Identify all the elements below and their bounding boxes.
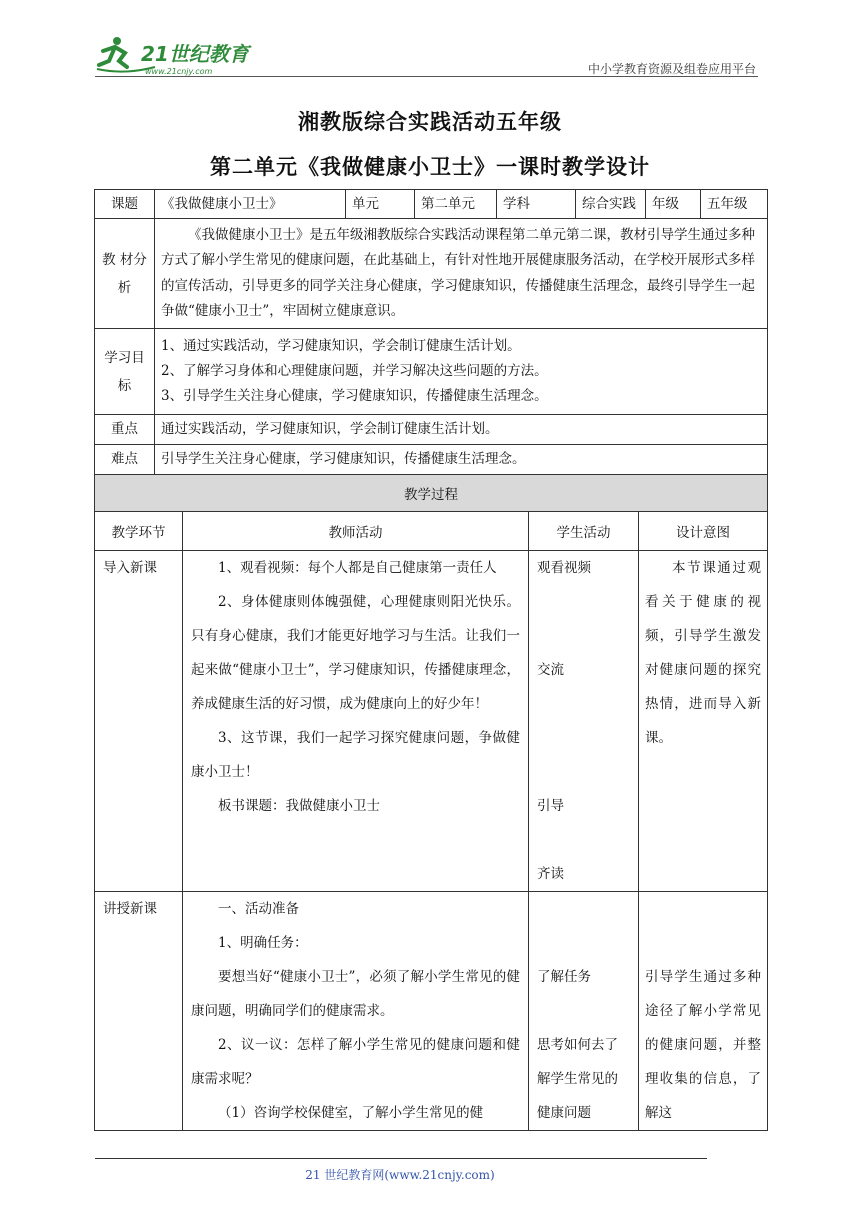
goals-list (155, 329, 768, 415)
footer-text: 21 世纪教育网(www.21cnjy.com) (305, 1168, 495, 1182)
student-step: 观看视频 (537, 560, 591, 576)
analysis-label: 教 材分析 (95, 219, 155, 329)
unit-label: 单元 (346, 190, 415, 219)
teacher-step: 1、观看视频：每个人都是自己健康第一责任人 (218, 560, 497, 576)
teacher-step: 2、身体健康则体魄强健，心理健康则阳光快乐。只有身心健康，我们才能更好地学习与生活。让我们一起来做“健康小卫士”，学习健康知识，传播健康理念，养成健康生活的好习惯，成为健康向上的好少年！ (191, 594, 520, 712)
difficulty-label: 难点 (95, 445, 155, 475)
goal-item: 3、引导学生关注身心健康，学习健康知识，传播健康生活理念。 (161, 388, 548, 404)
student-step: 思考如何去了解学生常见的健康问题 (537, 1037, 618, 1121)
teacher-step: 要想当好“健康小卫士”，必须了解小学生常见的健康问题，明确同学们的健康需求。 (191, 969, 520, 1019)
design-text: 引导学生通过多种途径了解小学常见的健康问题，并整理收集的信息，了解这 (645, 969, 761, 1121)
footer-divider (95, 1158, 707, 1159)
design-text: 本节课通过观看关于健康的视频，引导学生激发对健康问题的探究热情，进而导入新课。 (645, 560, 761, 746)
student-step: 了解任务 (537, 969, 591, 985)
doc-title-line2: 第二单元《我做健康小卫士》一课时教学设计 (210, 155, 650, 179)
teacher-step: 2、议一议：怎样了解小学生常见的健康问题和健康需求呢？ (191, 1037, 520, 1087)
design-intent-new (639, 892, 768, 1131)
process-banner: 教学过程 (95, 475, 768, 512)
subject-value: 综合实践 (576, 190, 646, 219)
student-activity-new (529, 892, 639, 1131)
student-step: 引导 (537, 798, 564, 814)
teacher-activity-new (183, 892, 529, 1131)
platform-name: 中小学教育资源及组卷应用平台 (587, 62, 756, 76)
student-step: 齐读 (537, 866, 564, 882)
stage-intro: 导入新课 (95, 551, 183, 892)
difficulty-text: 引导学生关注身心健康，学习健康知识，传播健康生活理念。 (155, 445, 768, 475)
logo-url: www.21cnjy.com (145, 67, 213, 76)
teacher-step: 一、活动准备 (218, 901, 299, 917)
lesson-info-table (94, 189, 768, 475)
student-step: 交流 (537, 662, 564, 678)
doc-title-line1: 湘教版综合实践活动五年级 (298, 110, 562, 134)
subject-label: 学科 (497, 190, 576, 219)
header-teacher: 教师活动 (183, 512, 529, 551)
key-point-text: 通过实践活动，学习健康知识，学会制订健康生活计划。 (155, 415, 768, 445)
teacher-step: 3、这节课，我们一起学习探究健康问题，争做健康小卫士！ (191, 730, 520, 780)
header-student: 学生活动 (529, 512, 639, 551)
site-logo (95, 33, 265, 78)
topic-value: 《我做健康小卫士》 (155, 190, 346, 219)
topic-label: 课题 (95, 190, 155, 219)
student-activity-intro (529, 551, 639, 892)
header-stage: 教学环节 (95, 512, 183, 551)
grade-value: 五年级 (701, 190, 768, 219)
goal-item: 2、了解学习身体和心理健康问题，并学习解决这些问题的方法。 (161, 363, 548, 379)
teacher-activity-intro (183, 551, 529, 892)
teacher-step: （1）咨询学校保健室，了解小学生常见的健 (218, 1105, 484, 1121)
logo-text: 21世纪教育 (141, 42, 249, 66)
grade-label: 年级 (646, 190, 701, 219)
design-intent-intro (639, 551, 768, 892)
teacher-step: 板书课题：我做健康小卫士 (218, 798, 380, 814)
header-divider (95, 76, 758, 77)
analysis-text: 《我做健康小卫士》是五年级湘教版综合实践活动课程第二单元第二课，教材引导学生通过多种方式了解小学生常见的健康问题，在此基础上，有针对性地开展健康服务活动，在学校开展形式多样的宣传活动，引导更多的同学关注身心健康，学习健康知识，传播健康生活理念，最终引导学生一起争做“健康小卫士”，牢固树立健康意识。 (155, 219, 768, 329)
header-design: 设计意图 (639, 512, 768, 551)
teaching-process-table (94, 474, 768, 1131)
teacher-step: 1、明确任务： (218, 935, 308, 951)
unit-value: 第二单元 (415, 190, 497, 219)
goals-label: 学习目标 (95, 329, 155, 415)
stage-new-lesson: 讲授新课 (95, 892, 183, 1131)
goal-item: 1、通过实践活动，学习健康知识，学会制订健康生活计划。 (161, 338, 521, 354)
key-point-label: 重点 (95, 415, 155, 445)
